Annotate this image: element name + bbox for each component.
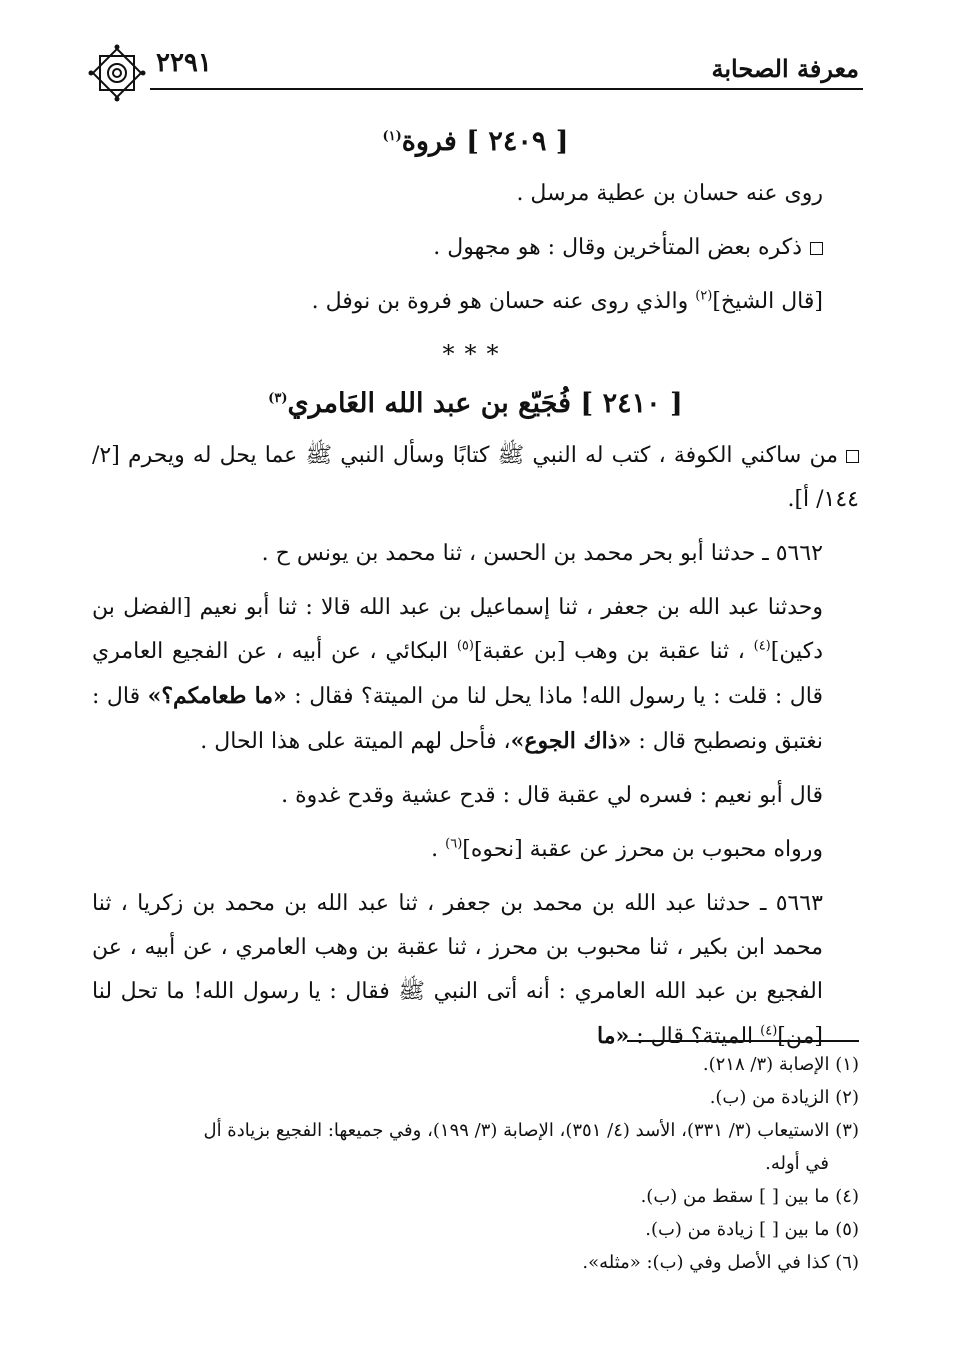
footnote-3: (٣) الاستيعاب (٣/ ٣٣١)، الأسد (٤/ ٣٥١)، الإصابة (٣/ ١٩٩)، وفي جميعها: الفجيع بزيادة أل: [203, 1120, 859, 1141]
footnote-5: (٥) ما بين [ ] زيادة من (ب).: [645, 1219, 859, 1240]
hadith-5662-explanation: قال أبو نعيم : فسره لي عقبة قال : قدح عشية وقدح غدوة .: [281, 783, 823, 808]
footnote-ref-6: (٦): [445, 836, 463, 852]
entry-2409-line-2: [92, 226, 859, 270]
hadith-5663-b: الميتة؟ قال :: [629, 1024, 761, 1049]
hadith-5662-variant-text: ورواه محبوب بن محرز عن عقبة [نحوه]: [462, 837, 823, 862]
entry-2410-intro-text: من ساكني الكوفة ، كتب له النبي ﷺ كتابًا وسأل النبي ﷺ عما يحل له ويحرم [٢/ ١٤٤/ أ].: [92, 443, 859, 512]
entry-heading-2409-text: [ ٢٤٠٩ ] فروة: [401, 126, 569, 157]
hadith-5662-a: وحدثنا عبد الله بن جعفر ، ثنا إسماعيل بن عبد الله قالا : ثنا أبو نعيم [الفضل بن دكين]: [92, 595, 823, 664]
prophet-quote-1: «ما طعامكم؟»: [147, 683, 287, 709]
footnote-ref-5: (٥): [456, 638, 474, 654]
hadith-5662-e: ، فأحل لهم الميتة على هذا الحال .: [200, 729, 511, 754]
hadith-5662-text: [92, 586, 859, 764]
hadith-5662-b: ، ثنا عقبة بن وهب [بن عقبة]: [473, 639, 754, 664]
page-number: ٢٢٩١: [156, 48, 212, 78]
entry-2409-line-3: [92, 280, 859, 324]
entry-2410-intro: [92, 434, 859, 522]
hadith-5663-text: [92, 882, 859, 1059]
footnote-4: (٤) ما بين [ ] سقط من (ب).: [640, 1186, 859, 1207]
square-marker-icon: [846, 450, 859, 463]
main-text: [92, 118, 859, 1069]
footnote-3-continued: في أوله.: [765, 1153, 829, 1174]
square-marker-icon: [810, 242, 823, 255]
book-title: معرفة الصحابة: [711, 54, 859, 83]
shaykh-label: [قال الشيخ]: [712, 289, 823, 314]
footnotes: [86, 1048, 859, 1279]
entry-heading-2410-text: [ ٢٤١٠ ] فُجَيّع بن عبد الله العَامري: [287, 388, 683, 419]
hadith-5662-c: البكائي ، عن أبيه ، عن الفجيع العامري قال : قلت : يا رسول الله! ماذا يحل لنا من الميتة؟ فقال :: [92, 639, 823, 709]
section-separator: ***: [442, 340, 509, 368]
entry-2409-line-2-text: ذكره بعض المتأخرين وقال : هو مجهول .: [433, 235, 802, 260]
prophet-quote-2: «ذاك الجوع»: [510, 728, 632, 754]
footnote-rule: [627, 1040, 859, 1042]
hadith-5662-d: قال : نغتبق ونصطبح قال :: [92, 684, 823, 754]
hadith-5662-isnad: ٥٦٦٢ ـ حدثنا أبو بحر محمد بن الحسن ، ثنا محمد بن يونس ح .: [261, 541, 823, 566]
footnote-ref-2: (٢): [695, 288, 713, 304]
footnote-1: (١) الإصابة (٣/ ٢١٨).: [702, 1054, 859, 1075]
entry-heading-2409: [92, 118, 859, 166]
header-rule: [150, 88, 863, 90]
prophet-quote-3: «ما: [597, 1023, 630, 1049]
footnote-ref-4b: (٤): [760, 1023, 778, 1039]
running-head: [90, 44, 863, 90]
footnote-ref-3: (٣): [268, 391, 288, 406]
hadith-5662-variant-end: .: [431, 837, 446, 862]
entry-heading-2410: [92, 380, 859, 428]
entry-2409-line-3-text: والذي روى عنه حسان هو فروة بن نوفل .: [311, 289, 689, 314]
hadith-5662-variant: [92, 828, 859, 872]
footnote-6: (٦) كذا في الأصل وفي (ب): «مثله».: [582, 1252, 859, 1273]
ornament-icon: [86, 42, 148, 104]
footnote-ref-1: (١): [382, 129, 402, 144]
footnote-2: (٢) الزيادة من (ب).: [709, 1087, 859, 1108]
entry-2409-line-1: روى عنه حسان بن عطية مرسل .: [516, 181, 823, 206]
hadith-5663-a: ٥٦٦٣ ـ حدثنا عبد الله بن محمد بن جعفر ، ثنا عبد الله بن محمد بن زكريا ، ثنا محمد ابن بكير ، ثنا محبوب بن محرز ، ثنا عقبة بن وهب العامري ، عن أبيه ، عن الفجيع بن عبد الله العامري : أنه أتى النبي ﷺ فقال : يا رسول الله! ما تحل لنا [من]: [92, 891, 823, 1049]
footnote-ref-4: (٤): [753, 638, 771, 654]
